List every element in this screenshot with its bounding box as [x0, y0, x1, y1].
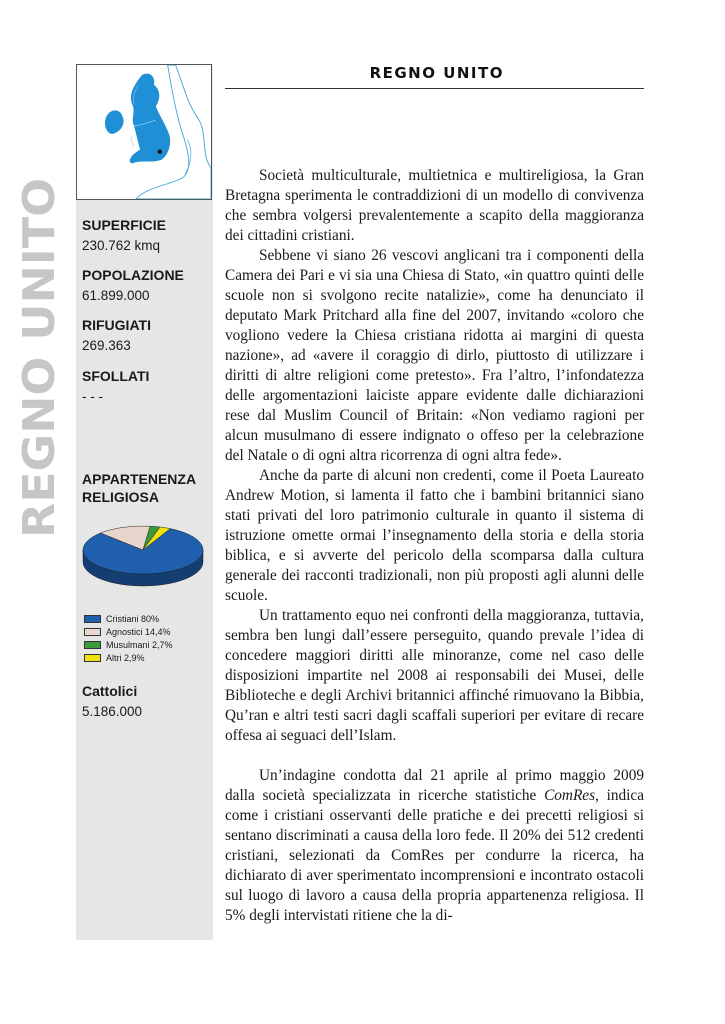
article-body [225, 166, 644, 926]
legend-item [84, 625, 173, 638]
paragraph: Anche da parte di alcuni non credenti, come il Poeta Laureato Andrew Motion, si lamenta il fatto che i bambini britannici siano stati privati del loro patrimonio culturale in quanto il sistema di istruzione omette ormai l’insegnamento della storia e della storia biblica, e si avverte del pericolo della scomparsa dalla cultura generale dei racconti tradizionali, non più proposti agli alunni delle scuole. [225, 467, 644, 604]
stat-cattolici [82, 682, 142, 721]
comres-name: ComRes [544, 787, 596, 804]
legend-item [84, 638, 173, 651]
page-title: REGNO UNITO [369, 64, 504, 82]
paragraph: Sebbene vi siano 26 vescovi anglicani tra i componenti della Camera dei Pari e vi sia una Chiesa di Stato, «in quattro quinti delle scuole non si svolgono recite natalizie», come ha denunciato il deputato Mark Pritchard alla fine del 2007, invitando «coloro che vogliono vedere la Chiesa cristiana ridotta ai margini di questa nazione», ad «avere il coraggio di dirlo, piuttosto di utilizzare i diritti di altre religioni come pretesto». Fra l’altro, l’infondatezza delle argomentazioni laiciste appare evidente dalle dichiarazioni rese dal Muslim Council of Britain: «Non vediamo ragioni per alcun musulmano di essere indignato o offeso per la celebrazione del Natale o di ogni altra ricorrenza di ogni altra fede». [225, 247, 644, 464]
religion-title [82, 470, 196, 506]
stat-label: SUPERFICIE [82, 217, 167, 233]
paragraph: Società multiculturale, multietnica e multireligiosa, la Gran Bretagna sperimenta le contraddizioni di un modello di convivenza che sembra volgersi prevalentemente a scapito della maggioranza dei cittadini cristiani. [225, 167, 644, 244]
stat-label: SFOLLATI [82, 368, 150, 384]
location-map [76, 64, 212, 200]
stat-popolazione [82, 266, 184, 305]
chart-legend [84, 612, 173, 664]
stat-value: 269.363 [82, 338, 131, 353]
stat-sfollati [82, 367, 149, 406]
stat-label: RIFUGIATI [82, 317, 151, 333]
stat-superficie [82, 216, 166, 255]
paragraph [225, 766, 644, 926]
legend-item [84, 612, 173, 625]
legend-swatch [84, 641, 101, 649]
legend-swatch [84, 615, 101, 623]
vertical-title-text: REGNO UNITO [14, 192, 65, 538]
religion-title-line2: RELIGIOSA [82, 489, 160, 505]
legend-label: Cristiani 80% [106, 613, 160, 624]
legend-item [84, 651, 173, 664]
legend-label: Musulmani 2,7% [106, 639, 173, 650]
religion-title-line1: APPARTENENZA [82, 471, 197, 487]
stat-label: POPOLAZIONE [82, 267, 184, 283]
legend-label: Agnostici 14,4% [106, 626, 171, 637]
legend-label: Altri 2,9% [106, 652, 145, 663]
stat-value: 230.762 kmq [82, 238, 161, 253]
stat-label: Cattolici [82, 683, 138, 699]
stat-rifugiati [82, 316, 151, 355]
stat-value: 5.186.000 [82, 704, 143, 719]
religion-pie-chart [80, 520, 210, 590]
paragraph-text: Un’indagine condotta dal 21 aprile al primo maggio 2009 dalla società specializzata in ricerche statistiche [225, 767, 644, 804]
page-header [225, 60, 644, 89]
stat-value: - - - [82, 389, 103, 404]
vertical-title [14, 170, 66, 550]
stat-value: 61.899.000 [82, 288, 150, 303]
paragraph-text: , indica come i cristiani osservanti delle pratiche e dei precetti religiosi si sentano discriminati a causa della loro fede. Il 20% dei 512 credenti cristiani, selezionati da ComRes per condurre la ricerca, ha dichiarato di aver sperimentato incomprensioni e incontrato ostacoli sul luogo di lavoro a causa della propria appartenenza religiosa. Il 5% degli intervistati ritiene che la di- [225, 787, 644, 924]
legend-swatch [84, 628, 101, 636]
paragraph: Un trattamento equo nei confronti della maggioranza, tuttavia, sembra ben lungi dall’essere perseguito, quando prevale l’idea di concedere maggiori diritti alle minoranze, come nel caso delle disposizioni impartite nel 2008 ai responsabili dei Musei, delle Biblioteche e degli Archivi britannici affinché rimuovano la Bibbia, Qu’ran e altri testi sacri dagli scaffali superiori per evitare di recare offesa ai seguaci dell’Islam. [225, 607, 644, 744]
legend-swatch [84, 654, 101, 662]
